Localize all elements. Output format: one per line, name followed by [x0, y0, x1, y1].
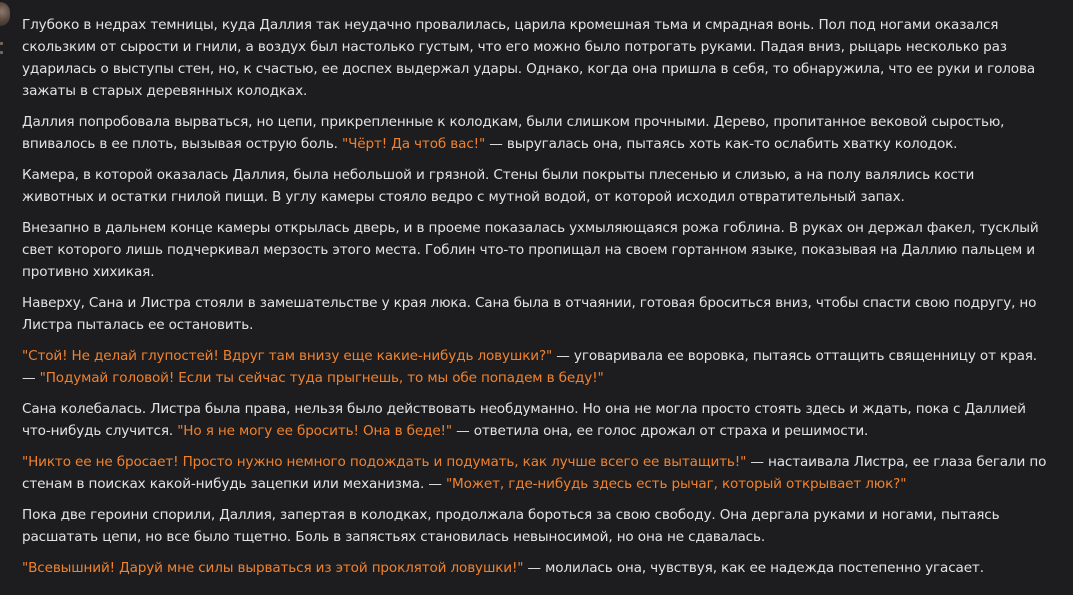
- narration-text: — ответила она, ее голос дрожал от страха и решимости.: [451, 423, 869, 439]
- chat-message-body: [22, 14, 1047, 588]
- narration-text: Даллия попробовала вырваться, но цепи, прикрепленные к колодкам, были слишком прочными. Дерево, пропитанное вековой сыростью, впивалось в ее плоть, вызывая острую боль.: [22, 114, 1005, 152]
- narration-text: — уговаривала ее воровка, пытаясь оттащить священницу от края. —: [22, 348, 1037, 386]
- message-paragraph: [22, 557, 1047, 579]
- dialogue-quote: "Никто ее не бросает! Просто нужно немного подождать и подумать, как лучше всего ее вытащить!": [22, 454, 747, 470]
- narration-text: Внезапно в дальнем конце камеры открылась дверь, и в проеме показалась ухмыляющаяся рожа гоблина. В руках он держал факел, тусклый свет которого лишь подчеркивал мерзость этого места. Гоблин что-то пропищал на своем гортанном языке, показывая на Даллию пальцем и противно хихикая.: [22, 220, 1039, 280]
- message-paragraph: [22, 451, 1047, 495]
- dialogue-quote: "Но я не могу ее бросить! Она в беде!": [177, 423, 452, 439]
- narration-text: — молилась она, чувствуя, как ее надежда постепенно угасает.: [523, 560, 984, 576]
- message-paragraph: [22, 217, 1047, 283]
- message-paragraph: [22, 504, 1047, 548]
- narration-text: Камера, в которой оказалась Даллия, была небольшой и грязной. Стены были покрыты плесенью и слизью, а на полу валялись кости животных и остатки гнилой пищи. В углу камеры стояло ведро с мутной водой, от которой исходил отвратительный запах.: [22, 167, 975, 205]
- message-paragraph: [22, 345, 1047, 389]
- narration-text: Сана колебалась. Листра была права, нельзя было действовать необдуманно. Но она не могла просто стоять здесь и ждать, пока с Даллией что-нибудь случится.: [22, 401, 1026, 439]
- message-paragraph: [22, 398, 1047, 442]
- dialogue-quote: "Чёрт! Да чтоб вас!": [342, 136, 486, 152]
- avatar[interactable]: [0, 2, 10, 26]
- dialogue-quote: "Всевышний! Даруй мне силы вырваться из этой проклятой ловушки!": [22, 560, 524, 576]
- message-paragraph: [22, 164, 1047, 208]
- message-paragraph: [22, 14, 1047, 102]
- dialogue-quote: "Может, где-нибудь здесь есть рычаг, который открывает люк?": [445, 476, 907, 492]
- avatar-decoration: [0, 42, 4, 66]
- author-avatar-strip: [0, 0, 12, 70]
- narration-text: Глубоко в недрах темницы, куда Даллия так неудачно провалилась, царила кромешная тьма и смрадная вонь. Пол под ногами оказался скользким от сырости и гнили, а воздух был настолько густым, что его можно было потрогать руками. Падая вниз, рыцарь несколько раз ударилась о выступы стен, но, к счастью, ее доспех выдержал удары. Однако, когда она пришла в себя, то обнаружила, что ее руки и голова зажаты в старых деревянных колодках.: [22, 17, 1036, 99]
- message-paragraph: [22, 292, 1047, 336]
- narration-text: Пока две героини спорили, Даллия, запертая в колодках, продолжала бороться за свою свободу. Она дергала руками и ногами, пытаясь расшатать цепи, но все было тщетно. Боль в запястьях становилась невыносимой, но она не сдавалась.: [22, 507, 1000, 545]
- narration-text: Наверху, Сана и Листра стояли в замешательстве у края люка. Сана была в отчаянии, готовая броситься вниз, чтобы спасти свою подругу, но Листра пыталась ее остановить.: [22, 295, 1037, 333]
- narration-text: — настаивала Листра, ее глаза бегали по стенам в поисках какой-нибудь зацепки или механизма. —: [22, 454, 1047, 492]
- narration-text: — выругалась она, пытаясь хоть как-то ослабить хватку колодок.: [485, 136, 958, 152]
- message-paragraph: [22, 111, 1047, 155]
- dialogue-quote: "Подумай головой! Если ты сейчас туда прыгнешь, то мы обе попадем в беду!": [39, 370, 604, 386]
- dialogue-quote: "Стой! Не делай глупостей! Вдруг там внизу еще какие-нибудь ловушки?": [22, 348, 553, 364]
